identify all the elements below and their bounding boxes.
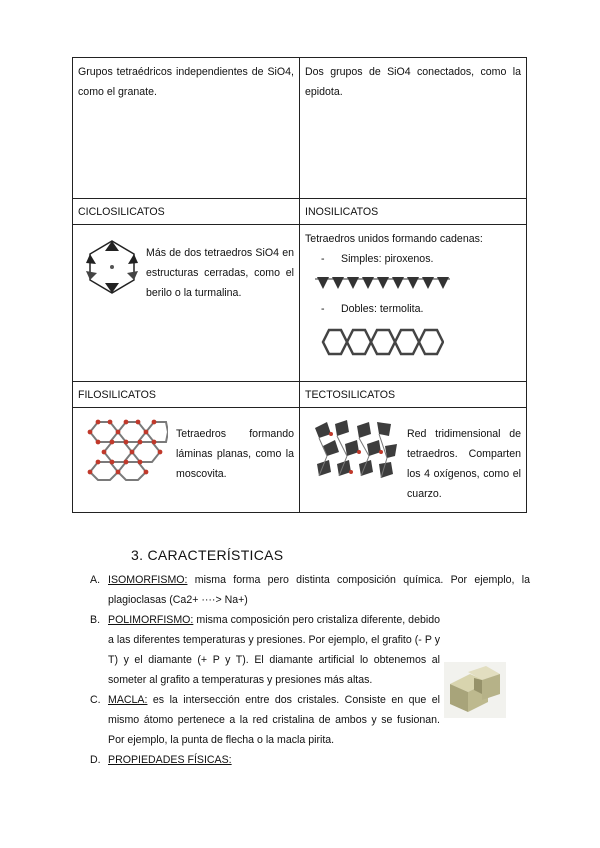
- single-chain-illustration: [315, 273, 450, 291]
- inosilicatos-header: INOSILICATOS: [300, 199, 527, 225]
- sorosilicates-cell: Dos grupos de SiO4 conectados, como la epidota.: [300, 58, 527, 199]
- polimorfismo-text: misma composición pero cristaliza diferente, debido a las diferentes temperaturas y presiones. Por ejemplo, el grafito (- P y T) y el diamante (+ P y T). El diamante artificial lo obtenemos al someter al grafito a temperaturas y presiones más altas.: [108, 614, 440, 686]
- list-item-propiedades: D. PROPIEDADES FÍSICAS:: [90, 754, 232, 766]
- list-item-macla: C. MACLA: es la intersección entre dos cristales. Consiste en que el mismo átomo pertenece a la red cristalina de ambos y se fusionan. Por ejemplo, la punta de flecha o la macla pirita.: [90, 694, 440, 746]
- isomorfismo-text: misma forma pero distinta composición química. Por ejemplo, la plagioclasas (Ca2+ ····> Na+): [108, 574, 530, 606]
- list-item: - Simples: piroxenos.: [321, 253, 434, 265]
- section-title: 3. CARACTERÍSTICAS: [131, 547, 284, 563]
- framework-structure-illustration: [311, 418, 399, 484]
- chain-types-list: [305, 249, 521, 269]
- list-item-isomorfismo: A. ISOMORFISMO: misma forma pero distinta composición química. Por ejemplo, la plagioclasas (Ca2+ ····> Na+): [90, 574, 530, 606]
- list-item-polimorfismo: B. POLIMORFISMO: misma composición pero cristaliza diferente, debido a las diferentes temperaturas y presiones. Por ejemplo, el grafito (- P y T) y el diamante (+ P y T). El diamante artificial lo obtenemos al someter al grafito a temperaturas y presiones más altas.: [90, 614, 440, 686]
- propiedades-term: PROPIEDADES FÍSICAS:: [108, 754, 232, 766]
- table-row: [73, 58, 527, 199]
- table-row: [73, 382, 527, 408]
- nesosilicates-cell: Grupos tetraédricos independientes de SiO4, como el granate.: [73, 58, 300, 199]
- double-chain-illustration: [319, 325, 444, 359]
- filosilicatos-header: FILOSILICATOS: [73, 382, 300, 408]
- tectosilicatos-header: TECTOSILICATOS: [300, 382, 527, 408]
- table-row: [73, 225, 527, 382]
- macla-text: es la intersección entre dos cristales. Consiste en que el mismo átomo pertenece a la red cristalina de ambos y se fusionan. Por ejemplo, la punta de flecha o la macla pirita.: [108, 694, 440, 746]
- list-item: - Dobles: termolita.: [321, 303, 424, 315]
- inosilicatos-intro: Tetraedros unidos formando cadenas:: [305, 233, 483, 245]
- ring-structure-illustration: [84, 237, 140, 299]
- tectosilicatos-text: Red tridimensional de tetraedros. Comparten los 4 oxígenos, como el cuarzo.: [407, 428, 521, 500]
- table-row: [73, 408, 527, 513]
- filosilicatos-text: Tetraedros formando láminas planas, como la moscovita.: [176, 428, 294, 480]
- isomorfismo-term: ISOMORFISMO:: [108, 574, 188, 586]
- tectosilicatos-cell: [300, 408, 527, 513]
- inosilicatos-cell: [300, 225, 527, 382]
- sheet-structure-illustration: [82, 418, 168, 482]
- silicates-table: [72, 57, 527, 513]
- pyrite-twin-image: [444, 662, 506, 718]
- table-row: [73, 199, 527, 225]
- ciclosilicatos-cell: [73, 225, 300, 382]
- chain-types-list-2: [305, 299, 521, 319]
- ciclosilicatos-header: CICLOSILICATOS: [73, 199, 300, 225]
- ciclosilicatos-text: Más de dos tetraedros SiO4 en estructuras cerradas, como el berilo o la turmalina.: [146, 247, 294, 299]
- polimorfismo-term: POLIMORFISMO:: [108, 614, 194, 626]
- macla-term: MACLA:: [108, 694, 148, 706]
- filosilicatos-cell: [73, 408, 300, 513]
